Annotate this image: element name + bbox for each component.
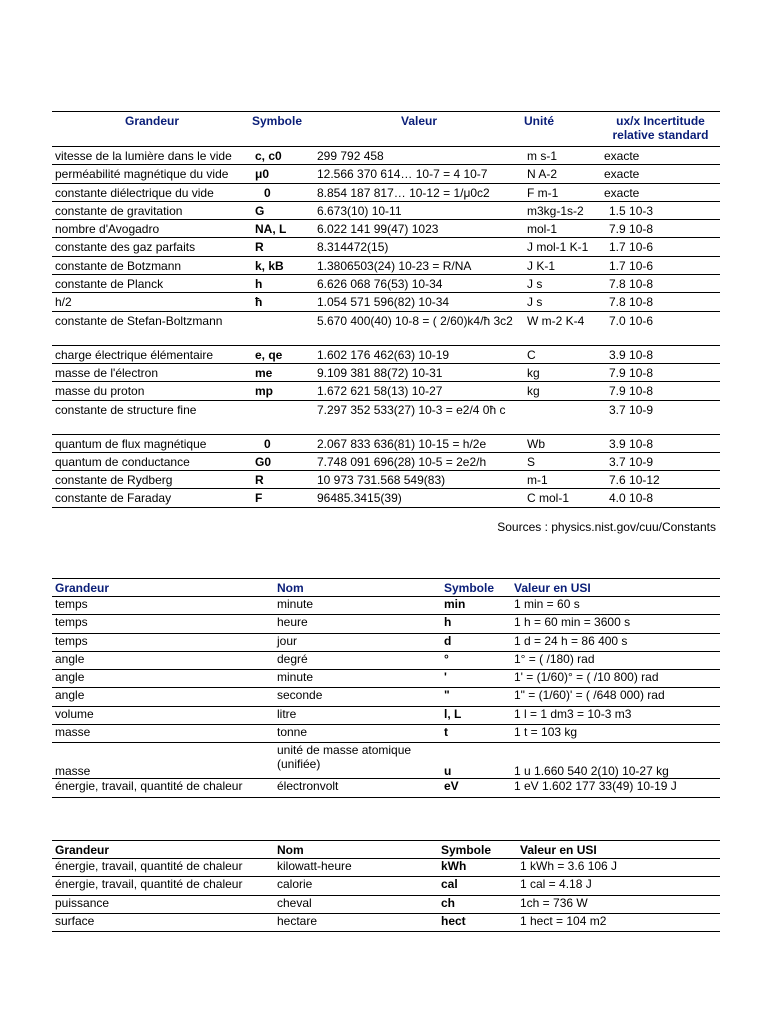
incertitude-cell: exacte <box>604 167 640 182</box>
table-row <box>52 183 720 201</box>
column-header-symbole: Symbole <box>444 581 495 595</box>
valeur-usi-cell: 1 kWh = 3.6 106 J <box>520 859 618 873</box>
incertitude-cell: 7.6 10-12 <box>609 473 660 488</box>
symbole-cell: ° <box>444 651 449 666</box>
valeur-cell: 299 792 458 <box>317 149 384 163</box>
incertitude-cell: 7.0 10-6 <box>609 313 654 328</box>
grandeur-cell: énergie, travail, quantité de chaleur <box>55 877 243 892</box>
symbole-cell: ch <box>441 895 456 910</box>
grandeur-cell: énergie, travail, quantité de chaleur <box>55 779 243 794</box>
incertitude-cell: 1.7 10-6 <box>609 240 654 255</box>
grandeur-cell: puissance <box>55 895 110 910</box>
grandeur-cell: angle <box>55 670 85 685</box>
unite-cell: C <box>527 347 536 362</box>
table-row <box>52 201 720 219</box>
table-row <box>52 633 720 651</box>
symbole-cell: R <box>255 473 264 488</box>
column-header-grandeur: Grandeur <box>124 114 179 128</box>
symbole-cell: h <box>444 615 452 630</box>
table-row <box>52 615 720 633</box>
grandeur-cell: constante diélectrique du vide <box>55 185 214 200</box>
unite-cell: Wb <box>527 436 545 451</box>
grandeur-cell: constante de structure fine <box>55 402 197 417</box>
valeur-cell: 6.626 068 76(53) 10-34 <box>317 277 443 292</box>
symbole-cell: G0 <box>255 454 272 469</box>
nom-cell: calorie <box>277 877 313 892</box>
grandeur-cell: constante de Rydberg <box>55 473 173 488</box>
grandeur-cell: angle <box>55 651 85 666</box>
table-row <box>52 597 720 615</box>
symbole-cell: u <box>444 764 452 779</box>
valeur-usi-cell: 1 d = 24 h = 86 400 s <box>514 633 628 648</box>
valeur-usi-cell: 1 l = 1 dm3 = 10-3 m3 <box>514 706 632 721</box>
valeur-cell: 1.602 176 462(63) 10-19 <box>317 347 450 362</box>
symbole-cell: 0 <box>264 185 271 200</box>
grandeur-cell: masse de l'électron <box>55 365 159 380</box>
table-row <box>52 363 720 381</box>
symbole-cell: " <box>444 688 450 703</box>
table-row <box>52 651 720 669</box>
nom-cell: unité de masse atomique (unifiée) <box>277 743 412 772</box>
grandeur-cell: surface <box>55 913 95 928</box>
valeur-cell: 8.314472(15) <box>317 240 389 255</box>
grandeur-cell: masse du proton <box>55 384 145 399</box>
unite-cell: S <box>527 454 536 469</box>
unite-cell: N A-2 <box>527 167 558 182</box>
table-row <box>52 706 720 724</box>
non-si-units-table <box>52 578 720 798</box>
valeur-usi-cell: 1 t = 103 kg <box>514 725 578 740</box>
incertitude-cell: 7.9 10-8 <box>609 384 654 399</box>
valeur-cell: 10 973 731.568 549(83) <box>317 473 446 488</box>
incertitude-cell: 7.8 10-8 <box>609 295 654 310</box>
valeur-cell: 5.670 400(40) 10-8 = ( 2/60)k4/ħ 3c2 <box>317 313 513 328</box>
symbole-cell: d <box>444 633 452 648</box>
column-header-symbole: Symbole <box>252 114 303 128</box>
table-row <box>52 147 720 165</box>
nom-cell: degré <box>277 651 308 666</box>
grandeur-cell: constante de Faraday <box>55 491 172 506</box>
valeur-cell: 6.673(10) 10-11 <box>317 203 402 218</box>
table-row <box>52 382 720 400</box>
nom-cell: jour <box>277 633 298 648</box>
sources-note: Sources : physics.nist.gov/cuu/Constants <box>497 520 716 534</box>
valeur-usi-cell: 1" = (1/60)' = ( /648 000) rad <box>514 688 665 703</box>
symbole-cell: G <box>255 203 265 218</box>
nom-cell: heure <box>277 615 308 630</box>
symbole-cell: eV <box>444 779 459 794</box>
table-row <box>52 471 720 489</box>
valeur-cell: 96485.3415(39) <box>317 491 402 506</box>
symbole-cell: μ0 <box>255 167 270 182</box>
symbole-cell: k, kB <box>255 258 284 273</box>
unite-cell: J s <box>527 277 543 292</box>
symbole-cell <box>252 311 314 345</box>
symbole-cell: ' <box>444 670 447 685</box>
valeur-usi-cell: 1 min = 60 s <box>514 597 580 611</box>
symbole-cell: NA, L <box>255 222 287 237</box>
valeur-usi-cell: 1° = ( /180) rad <box>514 651 595 666</box>
unite-cell: kg <box>527 365 540 380</box>
valeur-usi-cell: 1ch = 736 W <box>520 895 588 910</box>
incertitude-cell: 7.8 10-8 <box>609 277 654 292</box>
grandeur-cell: masse <box>55 764 91 779</box>
symbole-cell: mp <box>255 384 273 399</box>
table-row <box>52 913 720 931</box>
symbole-cell: 0 <box>264 436 271 451</box>
grandeur-cell: perméabilité magnétique du vide <box>55 167 229 182</box>
table-row <box>52 220 720 238</box>
table-row <box>52 256 720 274</box>
grandeur-cell: quantum de flux magnétique <box>55 436 207 451</box>
symbole-cell: R <box>255 240 264 255</box>
unite-cell: m-1 <box>527 473 548 488</box>
table-row <box>52 293 720 311</box>
grandeur-cell: angle <box>55 688 85 703</box>
grandeur-cell: quantum de conductance <box>55 454 190 469</box>
nom-cell: hectare <box>277 913 318 928</box>
grandeur-cell: h/2 <box>55 295 72 310</box>
symbole-cell: ħ <box>255 295 263 310</box>
table-row <box>52 489 720 507</box>
symbole-cell: min <box>444 597 466 611</box>
unite-cell: C mol-1 <box>527 491 570 506</box>
nom-cell: kilowatt-heure <box>277 859 352 873</box>
valeur-cell: 6.022 141 99(47) 1023 <box>317 222 439 237</box>
table-row <box>52 859 720 877</box>
table-row <box>52 779 720 797</box>
grandeur-cell: temps <box>55 633 88 648</box>
table-row <box>52 877 720 895</box>
incertitude-cell: 7.9 10-8 <box>609 365 654 380</box>
table-row <box>52 434 720 452</box>
valeur-usi-cell: 1 u 1.660 540 2(10) 10-27 kg <box>514 764 669 779</box>
column-header-nom: Nom <box>277 581 304 595</box>
physical-constants-table <box>52 111 720 508</box>
column-header-symbole: Symbole <box>441 843 492 857</box>
column-header-valeur-usi: Valeur en USI <box>520 843 597 857</box>
valeur-usi-cell: 1 hect = 104 m2 <box>520 913 607 928</box>
grandeur-cell: vitesse de la lumière dans le vide <box>55 149 232 163</box>
grandeur-cell: constante des gaz parfaits <box>55 240 196 255</box>
column-header-nom: Nom <box>277 843 304 857</box>
unite-cell <box>524 400 601 434</box>
symbole-cell: hect <box>441 913 466 928</box>
incertitude-cell: exacte <box>604 185 640 200</box>
symbole-cell: kWh <box>441 859 467 873</box>
incertitude-cell: 4.0 10-8 <box>609 491 654 506</box>
grandeur-cell: constante de Planck <box>55 277 164 292</box>
column-header-grandeur: Grandeur <box>55 581 110 595</box>
valeur-usi-cell: 1' = (1/60)° = ( /10 800) rad <box>514 670 659 685</box>
symbole-cell: cal <box>441 877 458 892</box>
grandeur-cell: charge électrique élémentaire <box>55 347 214 362</box>
table-row <box>52 688 720 706</box>
valeur-cell: 7.748 091 696(28) 10-5 = 2e2/h <box>317 454 487 469</box>
symbole-cell: l, L <box>444 706 462 721</box>
unite-cell: J s <box>527 295 543 310</box>
grandeur-cell: énergie, travail, quantité de chaleur <box>55 859 243 873</box>
table-row <box>52 275 720 293</box>
valeur-cell: 7.297 352 533(27) 10-3 = e2/4 0ħ c <box>317 402 506 417</box>
grandeur-cell: temps <box>55 597 88 611</box>
symbole-cell: h <box>255 277 263 292</box>
column-header-valeur: Valeur <box>400 114 438 128</box>
incertitude-cell: 3.9 10-8 <box>609 347 654 362</box>
grandeur-cell: masse <box>55 725 91 740</box>
symbole-cell: c, c0 <box>255 149 282 163</box>
unite-cell: kg <box>527 384 540 399</box>
valeur-cell: 9.109 381 88(72) 10-31 <box>317 365 443 380</box>
table-row <box>52 400 720 434</box>
column-header-valeur-usi: Valeur en USI <box>514 581 591 595</box>
valeur-cell: 12.566 370 614… 10-7 = 4 10-7 <box>317 167 488 182</box>
table-header-row <box>52 579 720 597</box>
grandeur-cell: constante de Stefan-Boltzmann <box>55 313 223 328</box>
nom-cell: litre <box>277 706 297 721</box>
grandeur-cell: temps <box>55 615 88 630</box>
valeur-cell: 1.3806503(24) 10-23 = R/NA <box>317 258 472 273</box>
incertitude-cell: 1.7 10-6 <box>609 258 654 273</box>
table-row <box>52 345 720 363</box>
nom-cell: cheval <box>277 895 312 910</box>
column-header-incertitude: ux/x Incertitude relative standard <box>612 114 709 142</box>
unite-cell: F m-1 <box>527 185 559 200</box>
valeur-usi-cell: 1 eV 1.602 177 33(49) 10-19 J <box>514 779 677 794</box>
table-row <box>52 452 720 470</box>
nom-cell: tonne <box>277 725 308 740</box>
other-units-table <box>52 840 720 932</box>
valeur-usi-cell: 1 cal = 4.18 J <box>520 877 592 892</box>
table-row <box>52 743 720 779</box>
nom-cell: minute <box>277 670 314 685</box>
column-header-grandeur: Grandeur <box>55 843 110 857</box>
valeur-cell: 8.854 187 817… 10-12 = 1/μ0c2 <box>317 185 490 200</box>
incertitude-cell: 1.5 10-3 <box>609 203 654 218</box>
valeur-cell: 1.054 571 596(82) 10-34 <box>317 295 450 310</box>
valeur-cell: 1.672 621 58(13) 10-27 <box>317 384 443 399</box>
symbole-cell: me <box>255 365 273 380</box>
unite-cell: J mol-1 K-1 <box>527 240 589 255</box>
unite-cell: mol-1 <box>527 222 558 237</box>
unite-cell: m3kg-1s-2 <box>527 203 584 218</box>
unite-cell: W m-2 K-4 <box>527 313 585 328</box>
table-row <box>52 165 720 183</box>
nom-cell: électronvolt <box>277 779 339 794</box>
table-row <box>52 670 720 688</box>
table-header-row <box>52 841 720 859</box>
table-row <box>52 895 720 913</box>
incertitude-cell: 3.7 10-9 <box>609 402 654 417</box>
incertitude-cell: 7.9 10-8 <box>609 222 654 237</box>
incertitude-cell: 3.7 10-9 <box>609 454 654 469</box>
grandeur-cell: constante de Botzmann <box>55 258 182 273</box>
grandeur-cell: volume <box>55 706 94 721</box>
valeur-usi-cell: 1 h = 60 min = 3600 s <box>514 615 631 630</box>
valeur-cell: 2.067 833 636(81) 10-15 = h/2e <box>317 436 487 451</box>
unite-cell: m s-1 <box>527 149 557 163</box>
table-row <box>52 238 720 256</box>
incertitude-cell: exacte <box>604 149 640 163</box>
grandeur-cell: nombre d'Avogadro <box>55 222 160 237</box>
table-row <box>52 725 720 743</box>
table-row <box>52 311 720 345</box>
incertitude-cell: 3.9 10-8 <box>609 436 654 451</box>
column-header-unite: Unité <box>524 114 554 128</box>
table-header-row <box>52 112 720 147</box>
symbole-cell: e, qe <box>255 347 283 362</box>
unite-cell: J K-1 <box>527 258 556 273</box>
symbole-cell: t <box>444 725 448 740</box>
symbole-cell: F <box>255 491 263 506</box>
grandeur-cell: constante de gravitation <box>55 203 183 218</box>
nom-cell: minute <box>277 597 314 611</box>
nom-cell: seconde <box>277 688 323 703</box>
symbole-cell <box>252 400 314 434</box>
